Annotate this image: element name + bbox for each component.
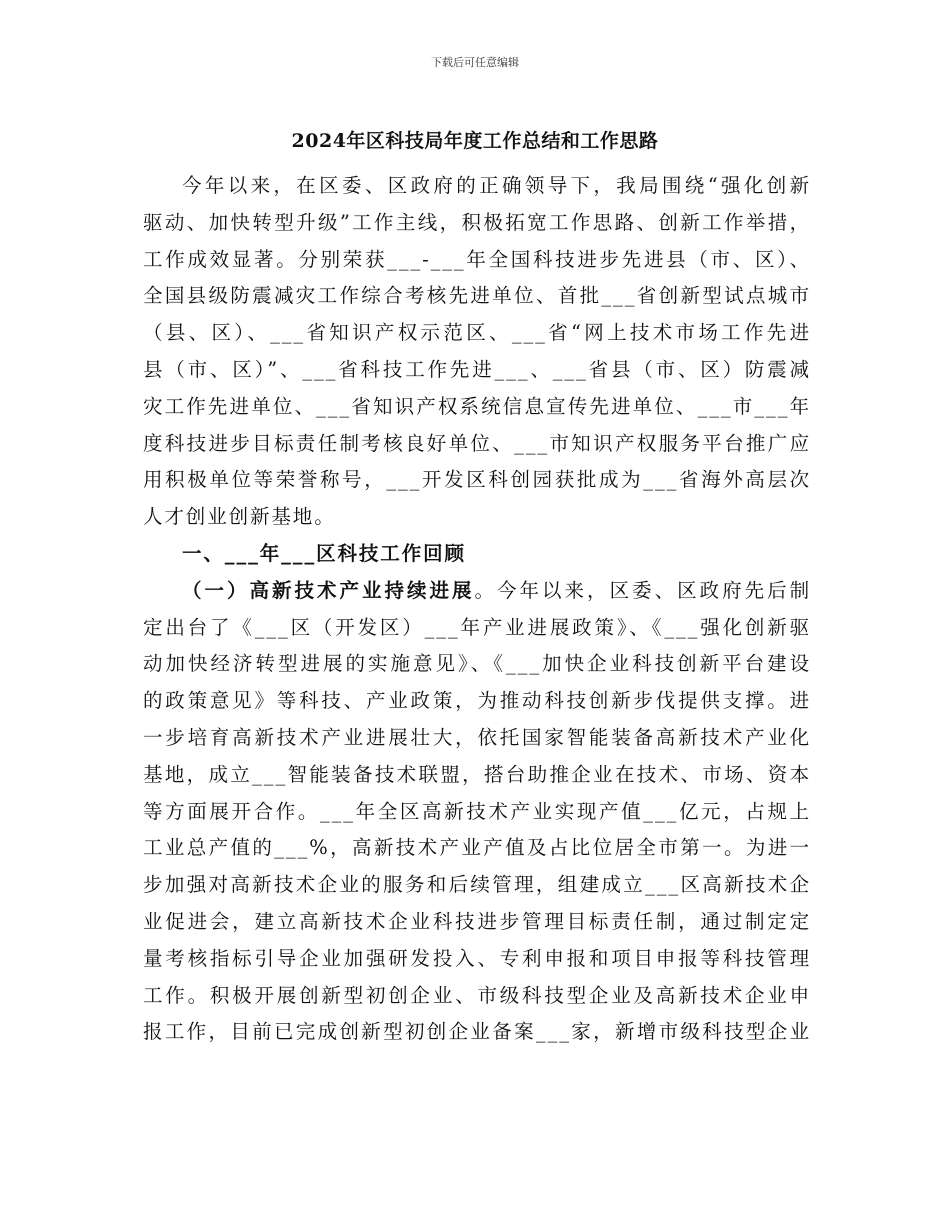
paragraph-line: 工作成效显著。分别荣获___-___年全国科技进步先进县（市、区）、: [143, 247, 811, 271]
subsection-lead: （一）高新技术产业持续进展: [182, 578, 475, 602]
paragraph-line: 步加强对高新技术企业的服务和后续管理，组建成立___区高新技术企: [143, 873, 811, 897]
paragraph-line: 等方面展开合作。___年全区高新技术产业实现产值___亿元，占规上: [143, 799, 811, 823]
paragraph-line: 用积极单位等荣誉称号，___开发区科创园获批成为___省海外高层次: [143, 468, 811, 492]
paragraph-line: 工作。积极开展创新型初创企业、市级科技型企业及高新技术企业申: [143, 983, 811, 1007]
paragraph-line: 人才创业创新基地。: [143, 505, 336, 529]
paragraph-line: 的政策意见》等科技、产业政策，为推动科技创新步伐提供支撑。进: [143, 689, 811, 713]
paragraph-line: 定出台了《___区（开发区）___年产业进展政策》、《___强化创新驱: [143, 615, 811, 639]
paragraph-line: 工业总产值的___%，高新技术产业产值及占比位居全市第一。为进一: [143, 836, 811, 860]
paragraph-line: 灾工作先进单位、___省知识产权系统信息宣传先进单位、___市___年: [143, 394, 811, 418]
paragraph-line: 报工作，目前已完成创新型初创企业备案___家，新增市级科技型企业: [143, 1020, 811, 1044]
paragraph-line: 基地，成立___智能装备技术联盟，搭台助推企业在技术、市场、资本: [143, 762, 811, 786]
paragraph-intro: [143, 168, 811, 536]
paragraph-line: 全国县级防震减灾工作综合考核先进单位、首批___省创新型试点城市: [143, 284, 811, 308]
paragraph-line: 驱动、加快转型升级”工作主线，积极拓宽工作思路、创新工作举措，: [143, 210, 811, 234]
paragraph-line: 度科技进步目标责任制考核良好单位、___市知识产权服务平台推广应: [143, 431, 811, 455]
document-title: 2024年区科技局年度工作总结和工作思路: [291, 130, 659, 152]
paragraph-line: 今年以来，在区委、区政府的正确领导下，我局围绕“强化创新: [182, 174, 811, 197]
paragraph-line: 量考核指标引导企业加强研发投入、专利申报和项目申报等科技管理: [143, 946, 811, 970]
paragraph-line: 县（市、区）”、___省科技工作先进___、___省县（市、区）防震减: [143, 357, 811, 381]
subsection-lead-rest: 。今年以来，区委、区政府先后制: [474, 578, 811, 602]
paragraph-line: （县、区）、___省知识产权示范区、___省“网上技术市场工作先进: [143, 321, 811, 345]
paragraph-line: 动加快经济转型进展的实施意见》、《___加快企业科技创新平台建设: [143, 652, 811, 676]
section-heading: 一、___年___区科技工作回顾: [182, 541, 466, 565]
paragraph-subsection-1: [143, 573, 811, 1051]
document-body: [143, 168, 811, 1051]
paragraph-line: [143, 573, 811, 610]
paragraph-line: 业促进会，建立高新技术企业科技进步管理目标责任制，通过制定定: [143, 909, 811, 933]
paragraph-line: 一步培育高新技术产业进展壮大，依托国家智能装备高新技术产业化: [143, 725, 811, 749]
page-header: 下载后可任意编辑: [431, 56, 519, 69]
